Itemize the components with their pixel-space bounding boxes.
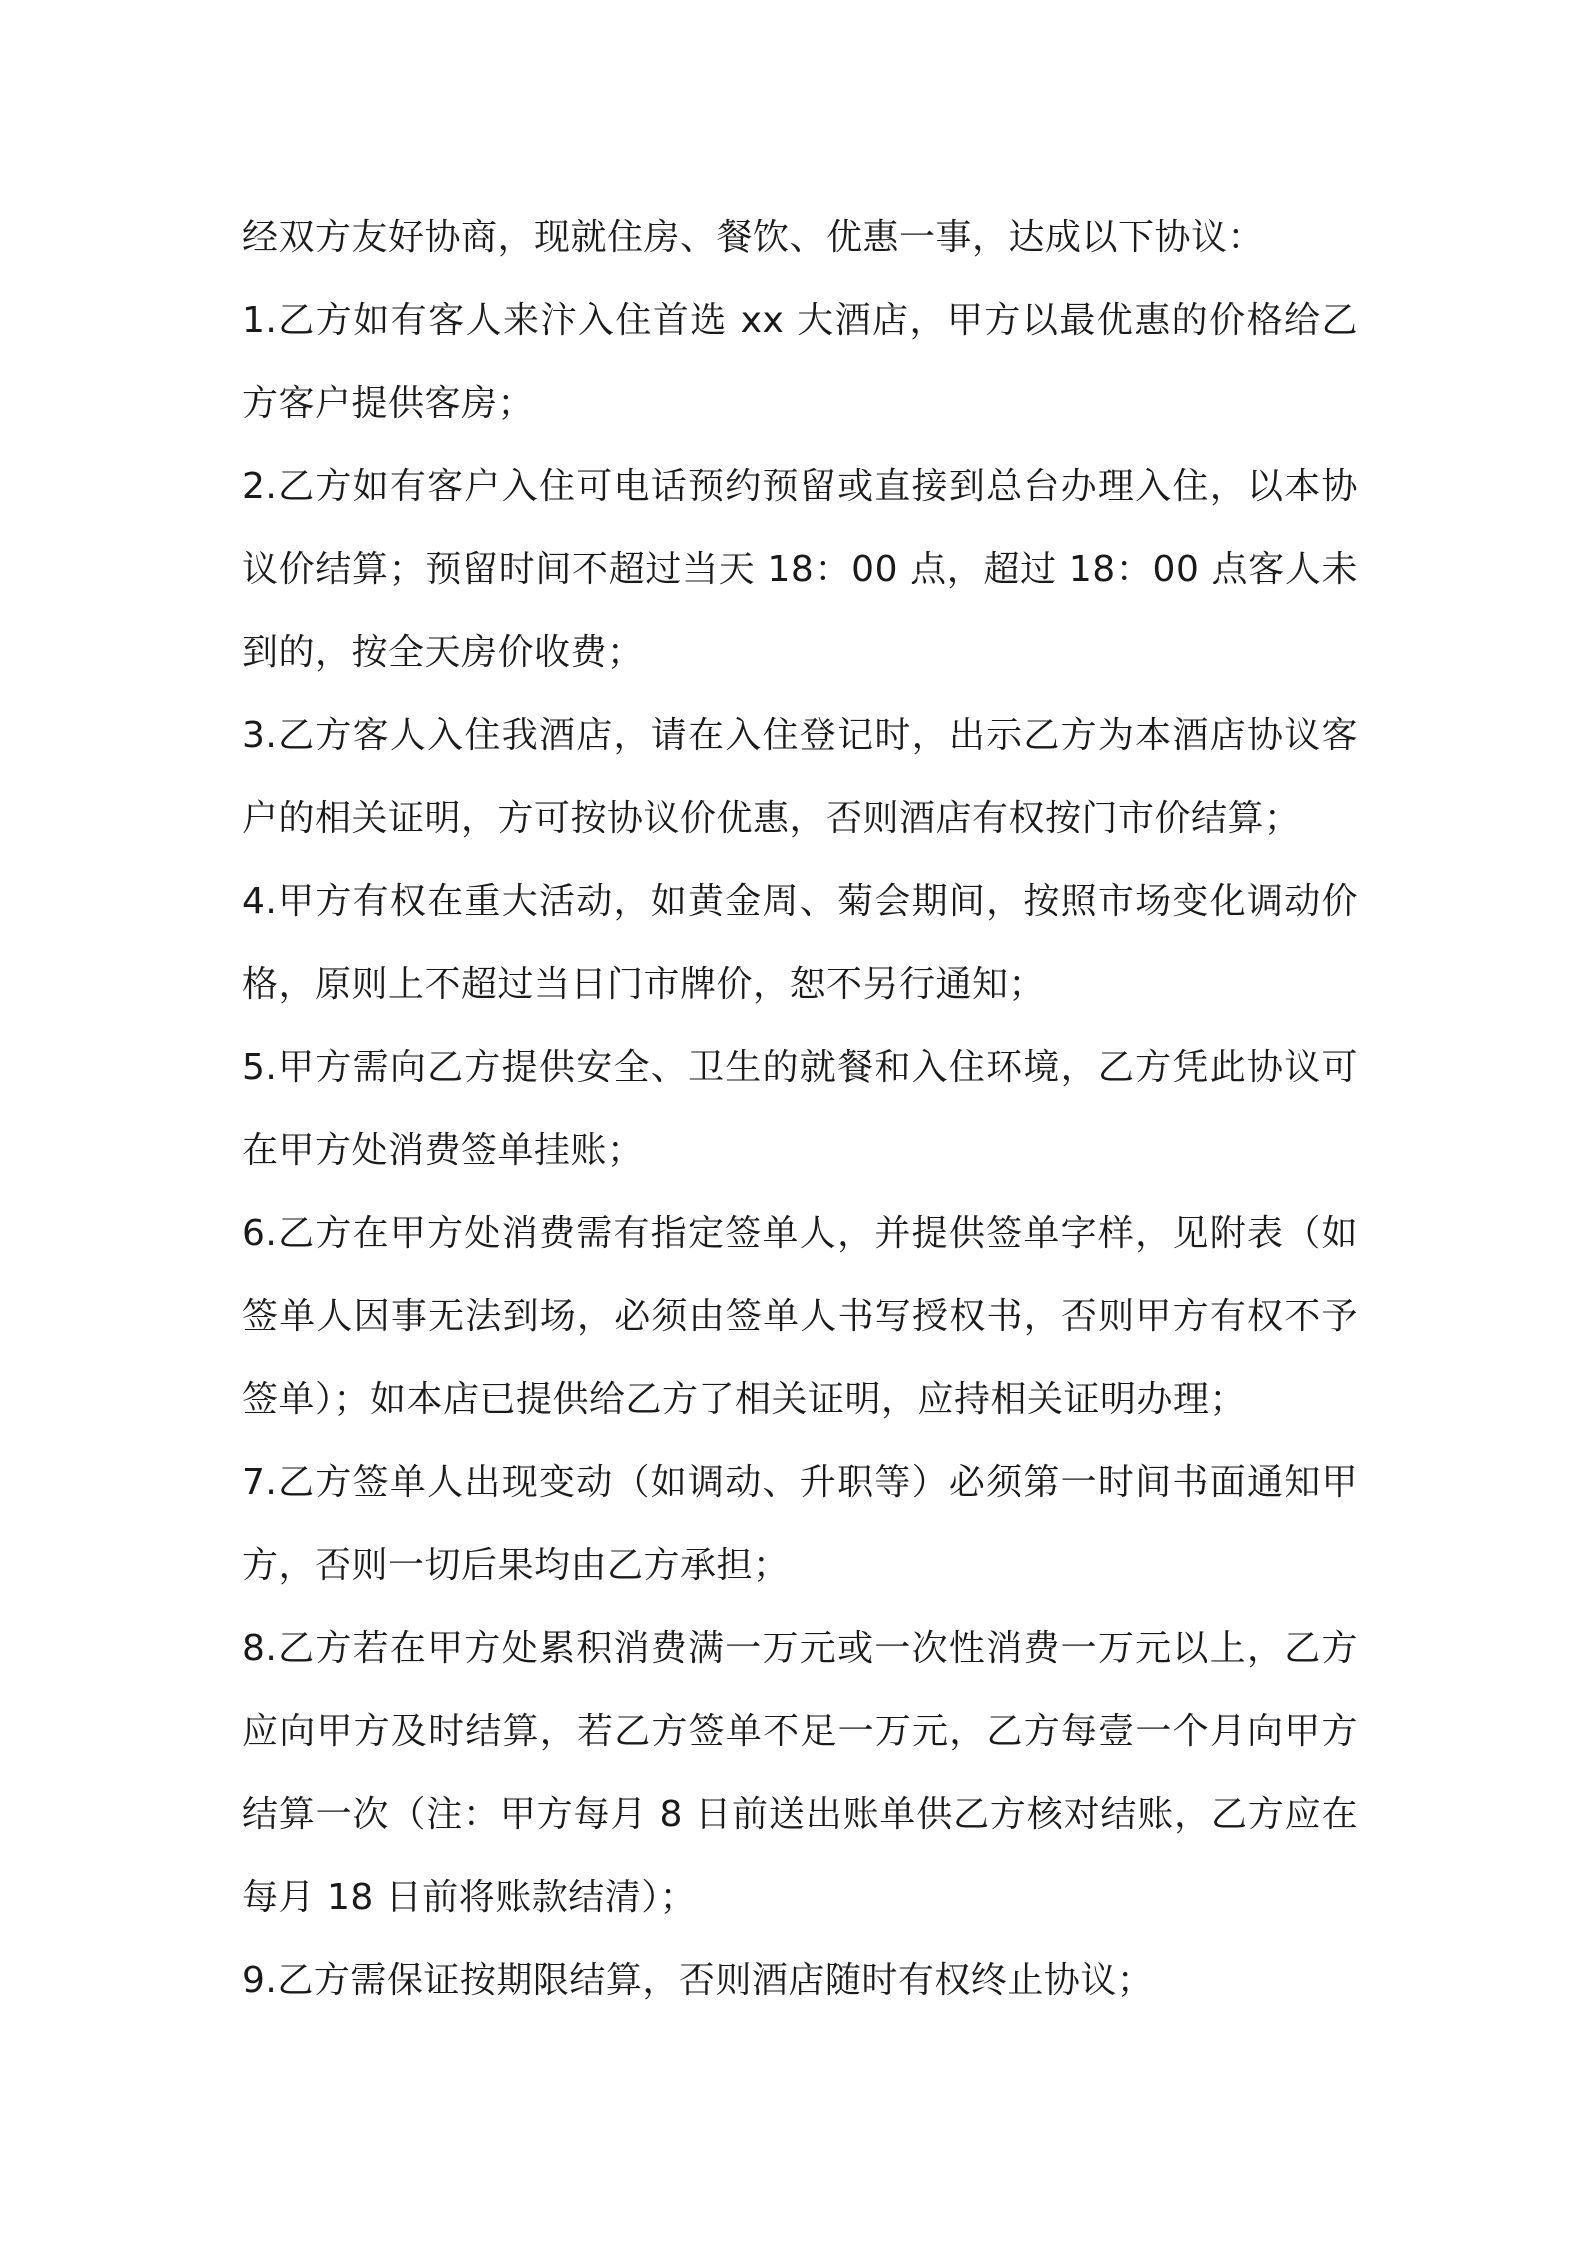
- intro-paragraph: 经双方友好协商，现就住房、餐饮、优惠一事，达成以下协议：: [242, 217, 1265, 258]
- clause-8: 8.乙方若在甲方处累积消费满一万元或一次性消费一万元以上，乙方应向甲方及时结算，若乙方签单不足一万元，乙方每壹一个月向甲方结算一次（注：甲方每月 8 日前送出账单供乙方核对结账，乙方应在每月 18 日前将账款结清）；: [242, 1628, 1358, 1918]
- clause-7: 7.乙方签单人出现变动（如调动、升职等）必须第一时间书面通知甲方，否则一切后果均由乙方承担；: [242, 1462, 1358, 1586]
- clause-6: 6.乙方在甲方处消费需有指定签单人，并提供签单字样，见附表（如签单人因事无法到场，必须由签单人书写授权书，否则甲方有权不予签单）；如本店已提供给乙方了相关证明，应持相关证明办理；: [242, 1213, 1358, 1420]
- clause-3: 3.乙方客人入住我酒店，请在入住登记时，出示乙方为本酒店协议客户的相关证明，方可按协议价优惠，否则酒店有权按门市价结算；: [242, 715, 1358, 839]
- clause-9: 9.乙方需保证按期限结算，否则酒店随时有权终止协议；: [242, 1960, 1154, 2001]
- clause-2: 2.乙方如有客户入住可电话预约预留或直接到总台办理入住，以本协议价结算；预留时间不超过当天 18：00 点，超过 18：00 点客人未到的，按全天房价收费；: [242, 466, 1358, 673]
- clause-5: 5.甲方需向乙方提供安全、卫生的就餐和入住环境，乙方凭此协议可在甲方处消费签单挂账；: [242, 1047, 1358, 1171]
- clause-4: 4.甲方有权在重大活动，如黄金周、菊会期间，按照市场变化调动价格，原则上不超过当日门市牌价，恕不另行通知；: [242, 881, 1358, 1005]
- clause-1: 1.乙方如有客人来汴入住首选 xx 大酒店，甲方以最优惠的价格给乙方客户提供客房；: [242, 300, 1358, 424]
- agreement-body: [242, 196, 1358, 2022]
